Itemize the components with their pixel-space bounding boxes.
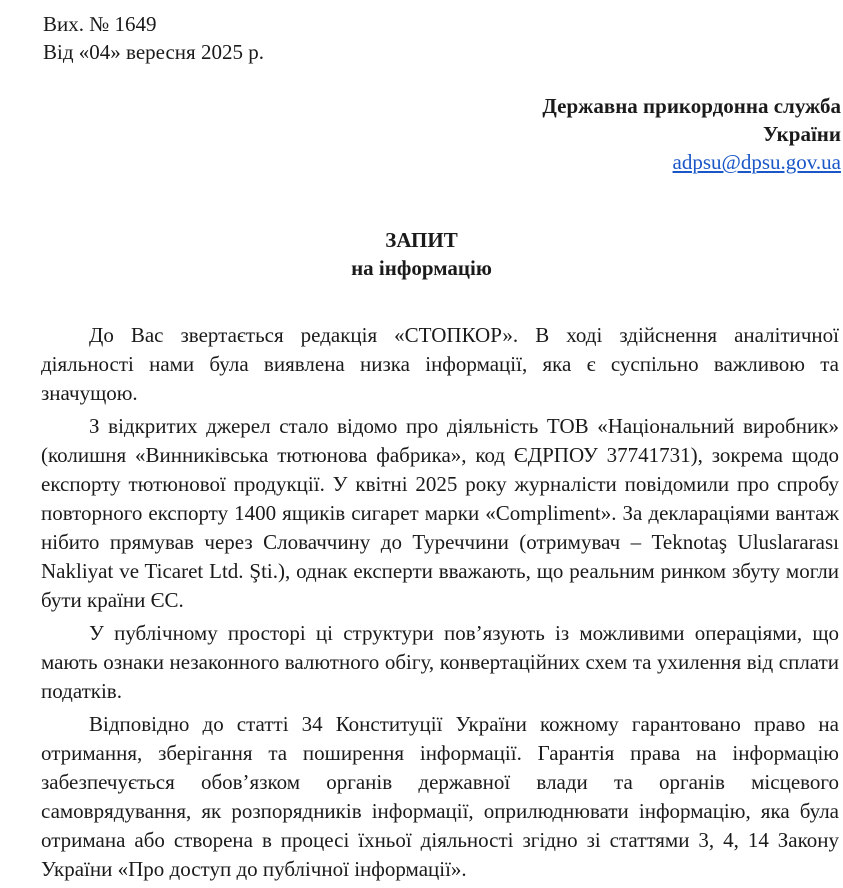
document-date: Від «04» вересня 2025 р. [43,40,264,64]
recipient-org-line2: України [762,122,841,146]
recipient-org-line1: Державна прикордонна служба [542,94,841,118]
body-paragraph: З відкритих джерел стало відомо про діяльність ТОВ «Національний виробник» (колишня «Винниківська тютюнова фабрика», код ЄДРПОУ 37741731), зокрема щодо експорту тютюнової продукції. У квітні 2025 року журналісти повідомили про спробу повторного експорту 1400 ящиків сигарет марки «Compliment». За деклараціями вантаж нібито прямував через Словаччину до Туреччини (отримувач – Teknotaş Uluslararası Nakliyat ve Ticaret Ltd. Şti.), однак експерти вважають, що реальним ринком збуту могли бути країни ЄС. [41,414,839,612]
recipient-email-link[interactable]: adpsu@dpsu.gov.ua [672,150,841,174]
document-body [41,321,839,888]
body-paragraph: У публічному просторі ці структури пов’язують із можливими операціями, що мають ознаки незаконного валютного обігу, конвертаційних схем та ухилення від сплати податків. [41,621,839,703]
body-paragraph: До Вас звертається редакція «СТОПКОР». В ході здійснення аналітичної діяльності нами була виявлена низка інформації, яка є суспільно важливою та значущою. [41,323,839,405]
recipient-block [542,92,841,176]
title-main: ЗАПИТ [385,228,458,252]
outgoing-number: Вих. № 1649 [43,12,157,36]
document-title [0,226,843,282]
outgoing-block [43,10,264,66]
title-sub: на інформацію [351,256,492,280]
body-paragraph: Відповідно до статті 34 Конституції України кожному гарантовано право на отримання, зберігання та поширення інформації. Гарантія права на інформацію забезпечується обов’язком органів державної влади та органів місцевого самоврядування, як розпорядників інформації, оприлюднювати інформацію, яка була отримана або створена в процесі їхньої діяльності згідно зі статтями 3, 4, 14 Закону України «Про доступ до публічної інформації». [41,712,839,881]
